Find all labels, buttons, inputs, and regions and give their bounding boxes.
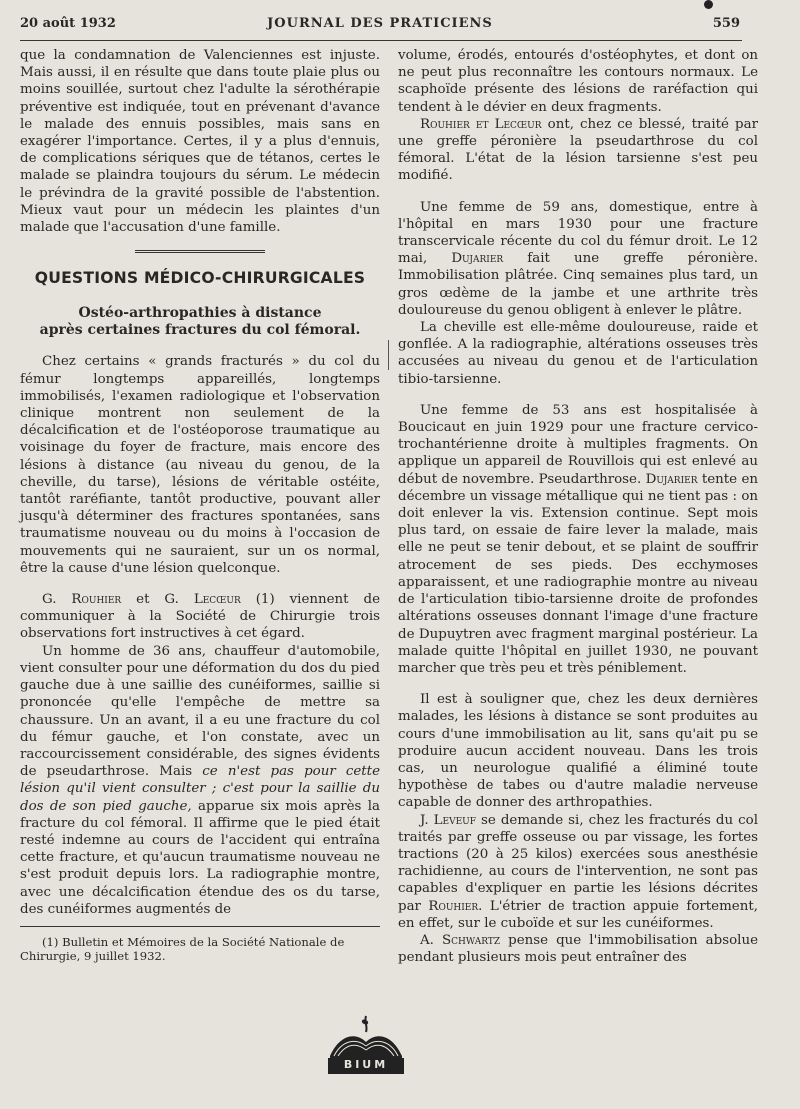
author-name: Rouhier et Lecœur: [420, 116, 542, 132]
footnote-rule: [20, 926, 380, 927]
right-paragraph-7: [398, 812, 758, 932]
ink-dot: [704, 0, 713, 9]
right-paragraph-1: volume, érodés, entourés d'ostéophytes, et dont on ne peut plus reconnaître les contours normaux. Le scaphoïde présente des lésions de raréfaction qui tendent à le dévier en deux fragments.: [398, 48, 758, 115]
header-page-number: 559: [712, 16, 740, 31]
right-paragraph-2: [398, 116, 758, 185]
conjunction: et: [121, 592, 165, 608]
right-column: [398, 47, 758, 966]
right-paragraph-3: [398, 199, 758, 319]
author-name: Dujarier: [645, 471, 698, 487]
author-name: A. Schwartz: [420, 932, 501, 948]
paragraph-text: se demande si, chez les fracturés du col traités par greffe osseuse ou par vissage, les fortes tractions (20 à 25 kilos) exercées sous anesthésie rachidienne, au cours de l'intervention, ne sont pas capables d'expliquer en partie les lésions décrites par: [398, 812, 759, 914]
left-paragraph-2: Chez certains « grands fracturés » du col du fémur longtemps appareillés, longtemps immobilisés, l'examen radiologique et l'observation clinique montrent non seulement de la décalcification et de l'ostéoporose traumatique au voisinage du foyer de fracture, mais encore des lésions à distance (au niveau du genou, de la cheville, du tarse), lésions de véritable ostéite, tantôt raréfiante, tantôt productive, pouvant aller jusqu'à déterminer des fractures spontanées, sans traumatisme nouveau ou du moins à l'occasion de mouvements qui ne sauraient, sur un os normal, être la cause d'une lésion quelconque.: [20, 354, 380, 576]
right-paragraph-8: [398, 932, 758, 966]
article-title-line-1: Ostéo-arthropathies à distance: [78, 305, 322, 322]
article-title: [20, 305, 380, 339]
paragraph-text: apparue six mois après la fracture du col fémoral. Il affirme que le pied était resté indemne au cours de l'accident qui entraîna cette fracture, et qu'aucun traumatisme nouveau ne s'est produit depuis lors. La radiographie montre, avec une décalcification étendue des os du tarse, des cunéiformes augmentés de: [20, 798, 380, 917]
paragraph-text: Un homme de 36 ans, chauffeur d'automobile, vient consulter pour une déformation du dos du pied gauche due à une saillie des cunéiformes, saillie si prononcée qu'elle l'empêche de mettre sa chaussure. Un an avant, il a eu une fracture du col du fémur gauche, et l'on constate, avec un raccourcissement considérable, des signes évidents de pseudarthrose. Mais: [20, 643, 380, 780]
paragraph-text: . L'étrier de traction appuie fortement, en effet, sur le cuboïde et sur les cunéiformes.: [398, 898, 758, 931]
paragraph-text: tente en décembre un vissage métallique qui ne tient pas : on doit enlever la vis. Extension continue. Sept mois plus tard, on essaie de faire lever la malade, mais elle ne peut se tenir debout, et se plaint de souffrir atrocement de ses pieds. Des ecchymoses apparaissent, et une radiographie montre au niveau de l'articulation tibio-tarsienne droite de profondes altérations osseuses donnant l'image d'une fracture de Dupuytren avec fragment marginal postérieur. La malade quitte l'hôpital en juillet 1930, ne pouvant marcher que très peu et très péniblement.: [398, 471, 758, 676]
paragraph-text: Une femme de 59 ans, domestique, entre à l'hôpital en mars 1930 pour une fracture transcervicale récente du col du fémur droit. Le 12 mai,: [398, 199, 758, 267]
paragraph-text: Une femme de 53 ans est hospitalisée à Boucicaut en juin 1929 pour une fracture cervico-trochantérienne droite à multiples fragments. On applique un appareil de Rouvillois qui est enlevé au début de novembre. Pseudarthrose.: [398, 402, 758, 487]
author-name: G. Lecœur: [164, 592, 241, 608]
paragraph-text: ont, chez ce blessé, traité par une greffe péronière la pseudarthrose du col fémoral. L'état de la lésion tarsienne s'est peu modifié.: [398, 116, 759, 184]
left-paragraph-4: [20, 643, 380, 918]
section-divider: [135, 250, 265, 256]
paragraph-text: fait une greffe péronière. Immobilisation plâtrée. Cinq semaines plus tard, un gros œdème de la jambe et une arthrite très douloureuse du genou obligent à enlever le plâtre.: [398, 251, 758, 318]
left-paragraph-3: [20, 591, 380, 643]
author-name: Dujarier: [451, 251, 504, 267]
author-name: Rouhier: [428, 898, 479, 914]
article-title-line-2: après certaines fractures du col fémoral.: [39, 322, 361, 339]
footnote: (1) Bulletin et Mémoires de la Société Nationale de Chirurgie, 9 juillet 1932.: [20, 934, 345, 963]
paragraph-text: pense que l'immobilisation absolue pendant plusieurs mois peut entraîner des: [398, 932, 758, 966]
author-name: J. Leveuf: [420, 812, 476, 828]
left-paragraph-1: que la condamnation de Valenciennes est injuste. Mais aussi, il en résulte que dans toute plaie plus ou moins souillée, surtout chez l'adulte la sérothérapie préventive est indiquée, tout en prévenant d'avance le malade des ennuis possibles, mais sans en exagérer l'importance. Certes, il y a plus d'ennuis, de complications sériques que de tétanos, certes le malade se plaindra toujours du sérum. Le médecin le prévindra de la gravité possible de l'abstention. Mieux vaut pour un médecin les plaintes d'un malade que l'accusation d'une famille.: [20, 48, 380, 236]
running-header: [20, 16, 740, 38]
section-title: QUESTIONS MÉDICO-CHIRURGICALES: [34, 269, 366, 288]
header-rule: [20, 40, 742, 41]
header-journal-title: JOURNAL DES PRATICIENS: [267, 16, 493, 31]
author-name: G. Rouhier: [42, 592, 122, 608]
header-date: 20 août 1932: [20, 16, 116, 31]
right-paragraph-5: [398, 402, 758, 677]
right-paragraph-6: Il est à souligner que, chez les deux dernières malades, les lésions à distance se sont produites au cours d'une immobilisation au lit, sans qu'ait pu se produire aucun accident nouveau. Dans les trois cas, un neurologue qualifié a éliminé toute hypothèse de tabes ou d'autre maladie nerveuse capable de donner des arthropathies.: [398, 692, 758, 811]
bium-logo-text: BIUM: [343, 1058, 389, 1071]
italic-text: ce n'est pas pour cette lésion qu'il vient consulter ; c'est pour la saillie du dos de son pied gauche,: [20, 764, 380, 814]
column-separator: [388, 340, 389, 370]
left-column: [20, 47, 380, 963]
paragraph-text: (1) viennent de communiquer à la Société de Chirurgie trois observations fort instructives à cet égard.: [20, 592, 380, 642]
right-paragraph-4: La cheville est elle-même douloureuse, raide et gonflée. A la radiographie, altérations osseuses très accusées au niveau du genou et de l'articulation tibio-tarsienne.: [398, 320, 758, 387]
